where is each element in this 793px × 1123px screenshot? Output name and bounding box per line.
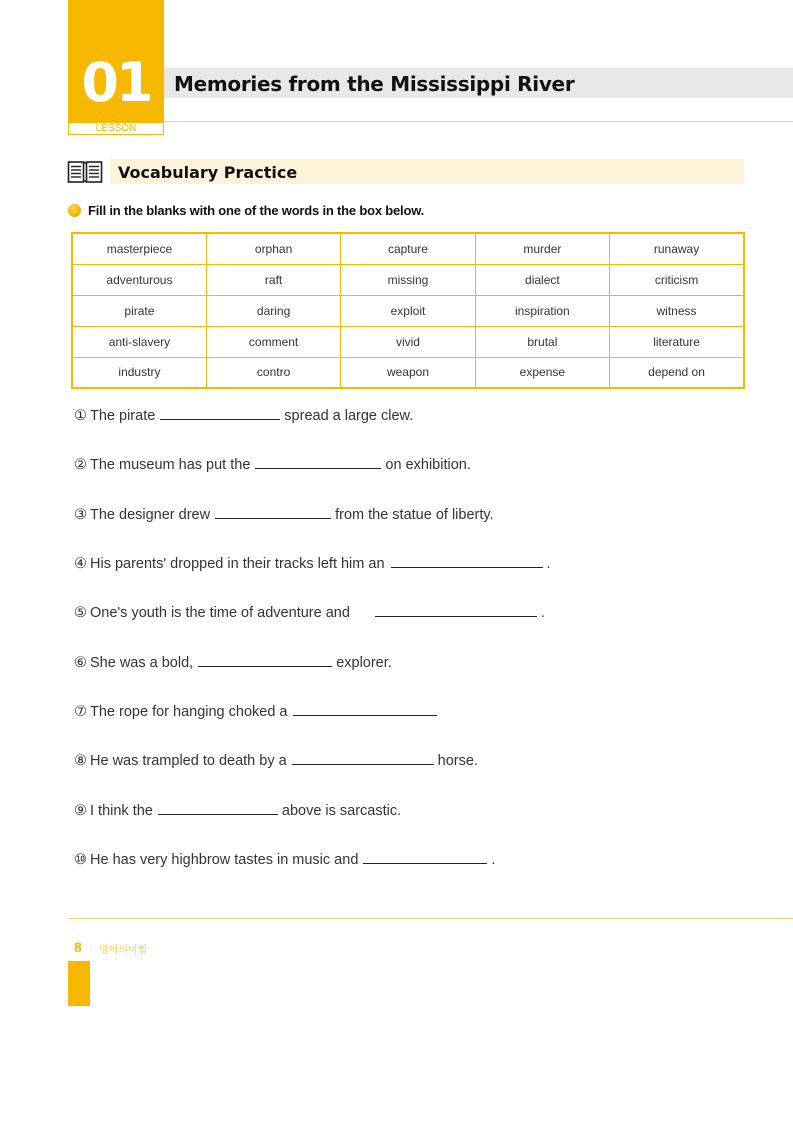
word-cell: anti-slavery [72, 326, 206, 357]
question-item [74, 455, 471, 474]
lesson-block [68, 0, 164, 122]
question-number: ⑩ [74, 852, 87, 868]
word-row [72, 357, 744, 388]
answer-blank[interactable] [158, 801, 278, 815]
question-item [74, 801, 401, 820]
word-cell: comment [206, 326, 340, 357]
page-number: 8 [74, 939, 82, 955]
question-text-before: The rope for hanging choked a [90, 704, 288, 720]
word-cell: dialect [475, 264, 609, 295]
answer-blank[interactable] [375, 603, 537, 617]
word-cell: weapon [341, 357, 475, 388]
word-row [72, 264, 744, 295]
word-cell: murder [475, 233, 609, 264]
lesson-label: LESSON [68, 122, 164, 135]
header-divider [164, 121, 793, 122]
question-item [74, 406, 413, 425]
word-cell: witness [610, 295, 744, 326]
word-cell: vivid [341, 326, 475, 357]
question-text-after: explorer. [336, 655, 392, 671]
footer-divider [68, 918, 793, 919]
question-number: ⑨ [74, 803, 87, 819]
question-number: ② [74, 457, 87, 473]
question-number: ① [74, 408, 87, 424]
question-text-after: on exhibition. [385, 457, 471, 473]
question-text-before: He was trampled to death by a [90, 753, 287, 769]
answer-blank[interactable] [215, 505, 331, 519]
word-cell: literature [610, 326, 744, 357]
question-text-before: One's youth is the time of adventure and [90, 605, 350, 621]
question-item [74, 751, 478, 770]
word-cell: capture [341, 233, 475, 264]
question-text-before: He has very highbrow tastes in music and [90, 852, 359, 868]
word-cell: contro [206, 357, 340, 388]
word-cell: depend on [610, 357, 744, 388]
word-cell: raft [206, 264, 340, 295]
word-cell: industry [72, 357, 206, 388]
word-cell: missing [341, 264, 475, 295]
lesson-number: 01 [81, 51, 151, 114]
question-text-after: horse. [437, 753, 478, 769]
question-number: ⑤ [74, 605, 87, 621]
answer-blank[interactable] [363, 850, 487, 864]
question-number: ⑥ [74, 655, 87, 671]
question-text-before: The designer drew [90, 507, 211, 523]
answer-blank[interactable] [255, 455, 381, 469]
word-box [71, 232, 745, 389]
answer-blank[interactable] [160, 406, 280, 420]
bullet-dot-icon [68, 204, 81, 217]
word-cell: inspiration [475, 295, 609, 326]
question-number: ③ [74, 507, 87, 523]
question-text-before: His parents' dropped in their tracks left him an [90, 556, 385, 572]
word-cell: exploit [341, 295, 475, 326]
question-text-after: . [540, 605, 545, 621]
word-cell: pirate [72, 295, 206, 326]
page-title: Memories from the Mississippi River [174, 72, 575, 96]
word-cell: brutal [475, 326, 609, 357]
question-item [74, 554, 551, 573]
answer-blank[interactable] [292, 751, 434, 765]
question-number: ⑦ [74, 704, 87, 720]
book-icon [67, 160, 103, 184]
question-text-after: above is sarcastic. [281, 803, 402, 819]
question-text-after: spread a large clew. [284, 408, 414, 424]
answer-blank[interactable] [198, 653, 332, 667]
question-item [74, 702, 441, 721]
word-cell: criticism [610, 264, 744, 295]
question-text-before: She was a bold, [90, 655, 194, 671]
word-cell: runaway [610, 233, 744, 264]
word-cell: masterpiece [72, 233, 206, 264]
question-item [74, 850, 495, 869]
word-cell: orphan [206, 233, 340, 264]
word-cell: adventurous [72, 264, 206, 295]
instruction-text: Fill in the blanks with one of the words in the box below. [88, 203, 425, 218]
book-title: 영어의비법 [99, 945, 148, 956]
question-item [74, 653, 392, 672]
question-text-before: The pirate [90, 408, 156, 424]
question-text-after: . [491, 852, 496, 868]
section-title: Vocabulary Practice [118, 163, 298, 182]
question-text-after: from the statue of liberty. [335, 507, 494, 523]
question-number: ④ [74, 556, 87, 572]
question-text-after: . [546, 556, 551, 572]
word-row [72, 326, 744, 357]
question-text-before: I think the [90, 803, 153, 819]
question-text-before: The museum has put the [90, 457, 251, 473]
question-number: ⑧ [74, 753, 87, 769]
title-bar [164, 68, 793, 98]
word-row [72, 233, 744, 264]
footer-tab [68, 961, 90, 1006]
question-item [74, 505, 494, 524]
word-row [72, 295, 744, 326]
answer-blank[interactable] [293, 702, 437, 716]
word-cell: daring [206, 295, 340, 326]
word-cell: expense [475, 357, 609, 388]
answer-blank[interactable] [391, 554, 543, 568]
question-item [74, 603, 545, 622]
